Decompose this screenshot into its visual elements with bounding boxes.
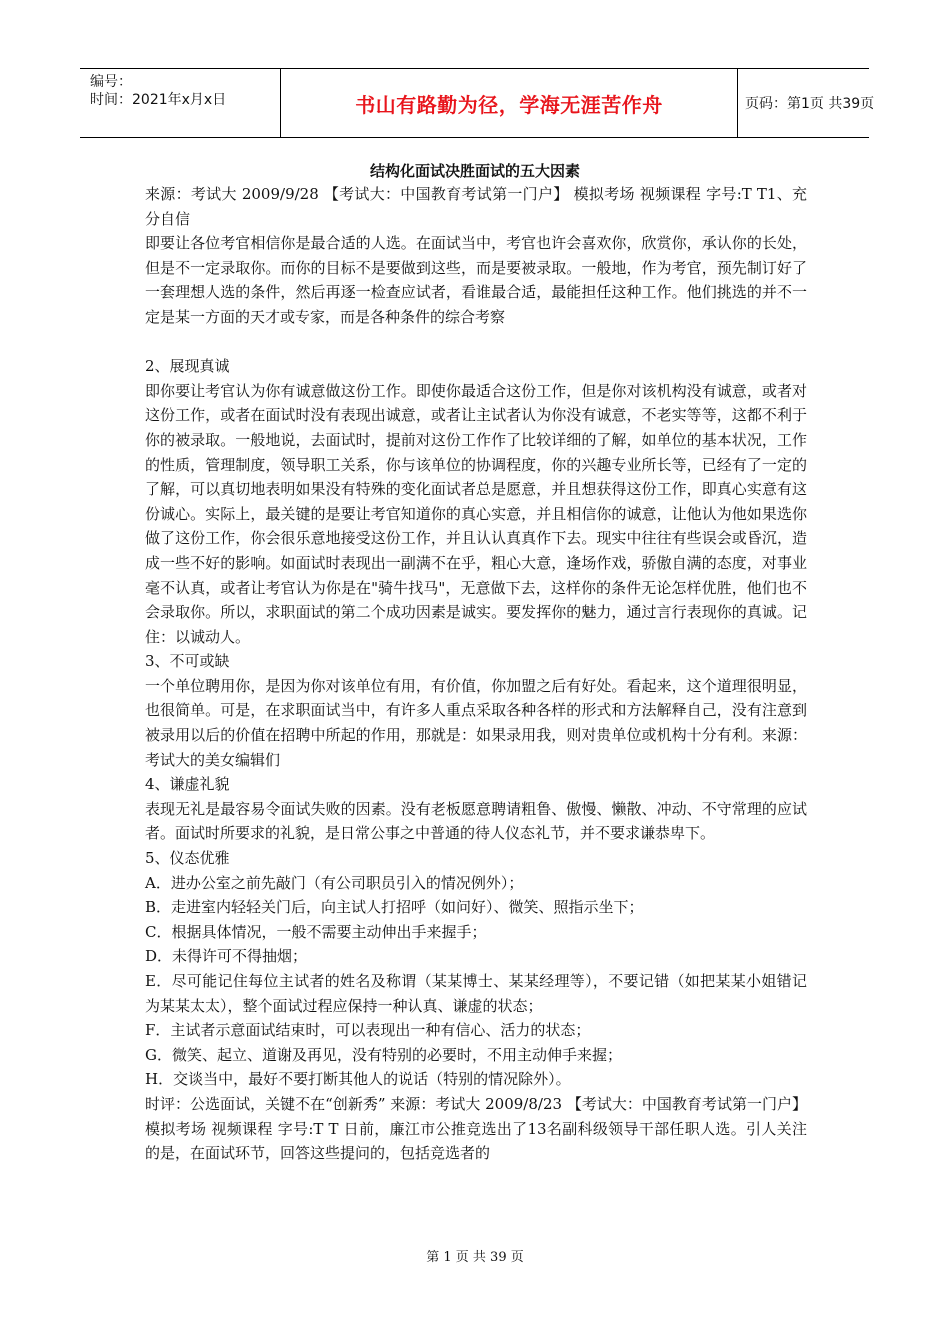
list-item: A．进办公室之前先敲门（有公司职员引入的情况例外）； xyxy=(145,873,524,892)
list-item: F．主试者示意面试结束时，可以表现出一种有信心、活力的状态； xyxy=(145,1021,591,1040)
header-page-info: 页码：第1页 共39页 xyxy=(745,96,875,112)
page-header xyxy=(80,68,875,138)
header-motto: 书山有路勤为径，学海无涯苦作舟 xyxy=(280,69,738,137)
page-footer: 第 1 页 共 39 页 xyxy=(426,1250,524,1265)
header-meta xyxy=(80,69,280,137)
paragraph: 一个单位聘用你，是因为你对该单位有用，有价值，你加盟之后有好处。看起来，这个道理很明显，也很简单。可是，在求职面试当中，有许多人重点采取各种各样的形式和方法解释自己，没有注意到被录用以后的价值在招聘中所起的作用，那就是：如果录用我，则对贵单位或机构十分有利。来源：考试大的美女编辑们 xyxy=(145,676,807,769)
section-heading: 2、展现真诚 xyxy=(145,357,230,376)
paragraph: 即你要让考官认为你有诚意做这份工作。即使你最适合这份工作，但是你对该机构没有诚意，或者对这份工作，或者在面试时没有表现出诚意，或者让主试者认为你没有诚意，不老实等等，这都不利于你的被录取。一般地说，去面试时，提前对这份工作作了比较详细的了解，如单位的基本状况，工作的性质，管理制度，领导职工关系，你与该单位的协调程度，你的兴趣专业所长等，已经有了一定的了解，可以真切地表明如果没有特殊的变化面试者总是愿意，并且想获得这份工作，即真心实意有这份诚心。实际上，最关键的是要让考官知道你的真心实意，并且相信你的诚意，让他认为他如果选你做了这份工作，你会很乐意地接受这份工作，并且认认真真作下去。现实中往往有些误会或昏沉，造成一些不好的影响。如面试时表现出一副满不在乎，粗心大意，逢场作戏，骄傲自满的态度，对事业毫不认真，或者让考官认为你是在"骑牛找马"，无意做下去，这样你的条件无论怎样优胜，他们也不会录取你。所以，求职面试的第二个成功因素是诚实。要发挥你的魅力，通过言行表现你的真诚。记住：以诚动人。 xyxy=(145,381,807,646)
blank-line xyxy=(145,330,807,355)
paragraph: 即要让各位考官相信你是最合适的人选。在面试当中，考官也许会喜欢你，欣赏你，承认你的长处，但是不一定录取你。而你的目标不是要做到这些，而是要被录取。一般地，作为考官，预先制订好了一套理想人选的条件，然后再逐一检查应试者，看谁最合适，最能担任这种工作。他们挑选的并不一定是某一方面的天才或专家，而是各种条件的综合考察 xyxy=(145,234,807,326)
section-heading: 5、仪态优雅 xyxy=(145,849,230,868)
section-heading: 3、不可或缺 xyxy=(145,652,230,671)
paragraph: 来源：考试大 2009/9/28 【考试大：中国教育考试第一门户】 模拟考场 视频课程 字号:T T1、充分自信 xyxy=(145,185,807,228)
list-item: B．走进室内轻轻关门后，向主试人打招呼（如问好）、微笑、照指示坐下； xyxy=(145,898,644,917)
doc-number-label: 编号： xyxy=(90,74,132,90)
document-title: 结构化面试决胜面试的五大因素 xyxy=(369,162,580,180)
list-item: C．根据具体情况，一般不需要主动伸出手来握手； xyxy=(145,922,487,941)
paragraph: 时评：公选面试，关键不在“创新秀” 来源：考试大 2009/8/23 【考试大：中国教育考试第一门户】 模拟考场 视频课程 字号:T T 日前，廉江市公推竞选出了13名副科级领导干部任职人选。引人关注的是，在面试环节，回答这些提问的，包括竞选者的 xyxy=(145,1094,807,1163)
document-body xyxy=(145,182,807,1166)
paragraph: 表现无礼是最容易令面试失败的因素。没有老板愿意聘请粗鲁、傲慢、懒散、冲动、不守常理的应试者。面试时所要求的礼貌，是日常公事之中普通的待人仪态礼节，并不要求谦恭卑下。 xyxy=(145,799,807,843)
list-item: E．尽可能记住每位主试者的姓名及称谓（某某博士、某某经理等），不要记错（如把某某小姐错记为某某太太），整个面试过程应保持一种认真、谦虚的状态； xyxy=(145,972,807,1015)
list-item: D．未得许可不得抽烟； xyxy=(145,947,308,966)
date-label: 时间：2021年x月x日 xyxy=(90,92,227,108)
list-item: G．微笑、起立、道谢及再见，没有特别的必要时，不用主动伸手来握； xyxy=(145,1045,622,1064)
section-heading: 4、谦虚礼貌 xyxy=(145,775,230,794)
list-item: H．交谈当中，最好不要打断其他人的说话（特别的情况除外）。 xyxy=(145,1070,571,1089)
